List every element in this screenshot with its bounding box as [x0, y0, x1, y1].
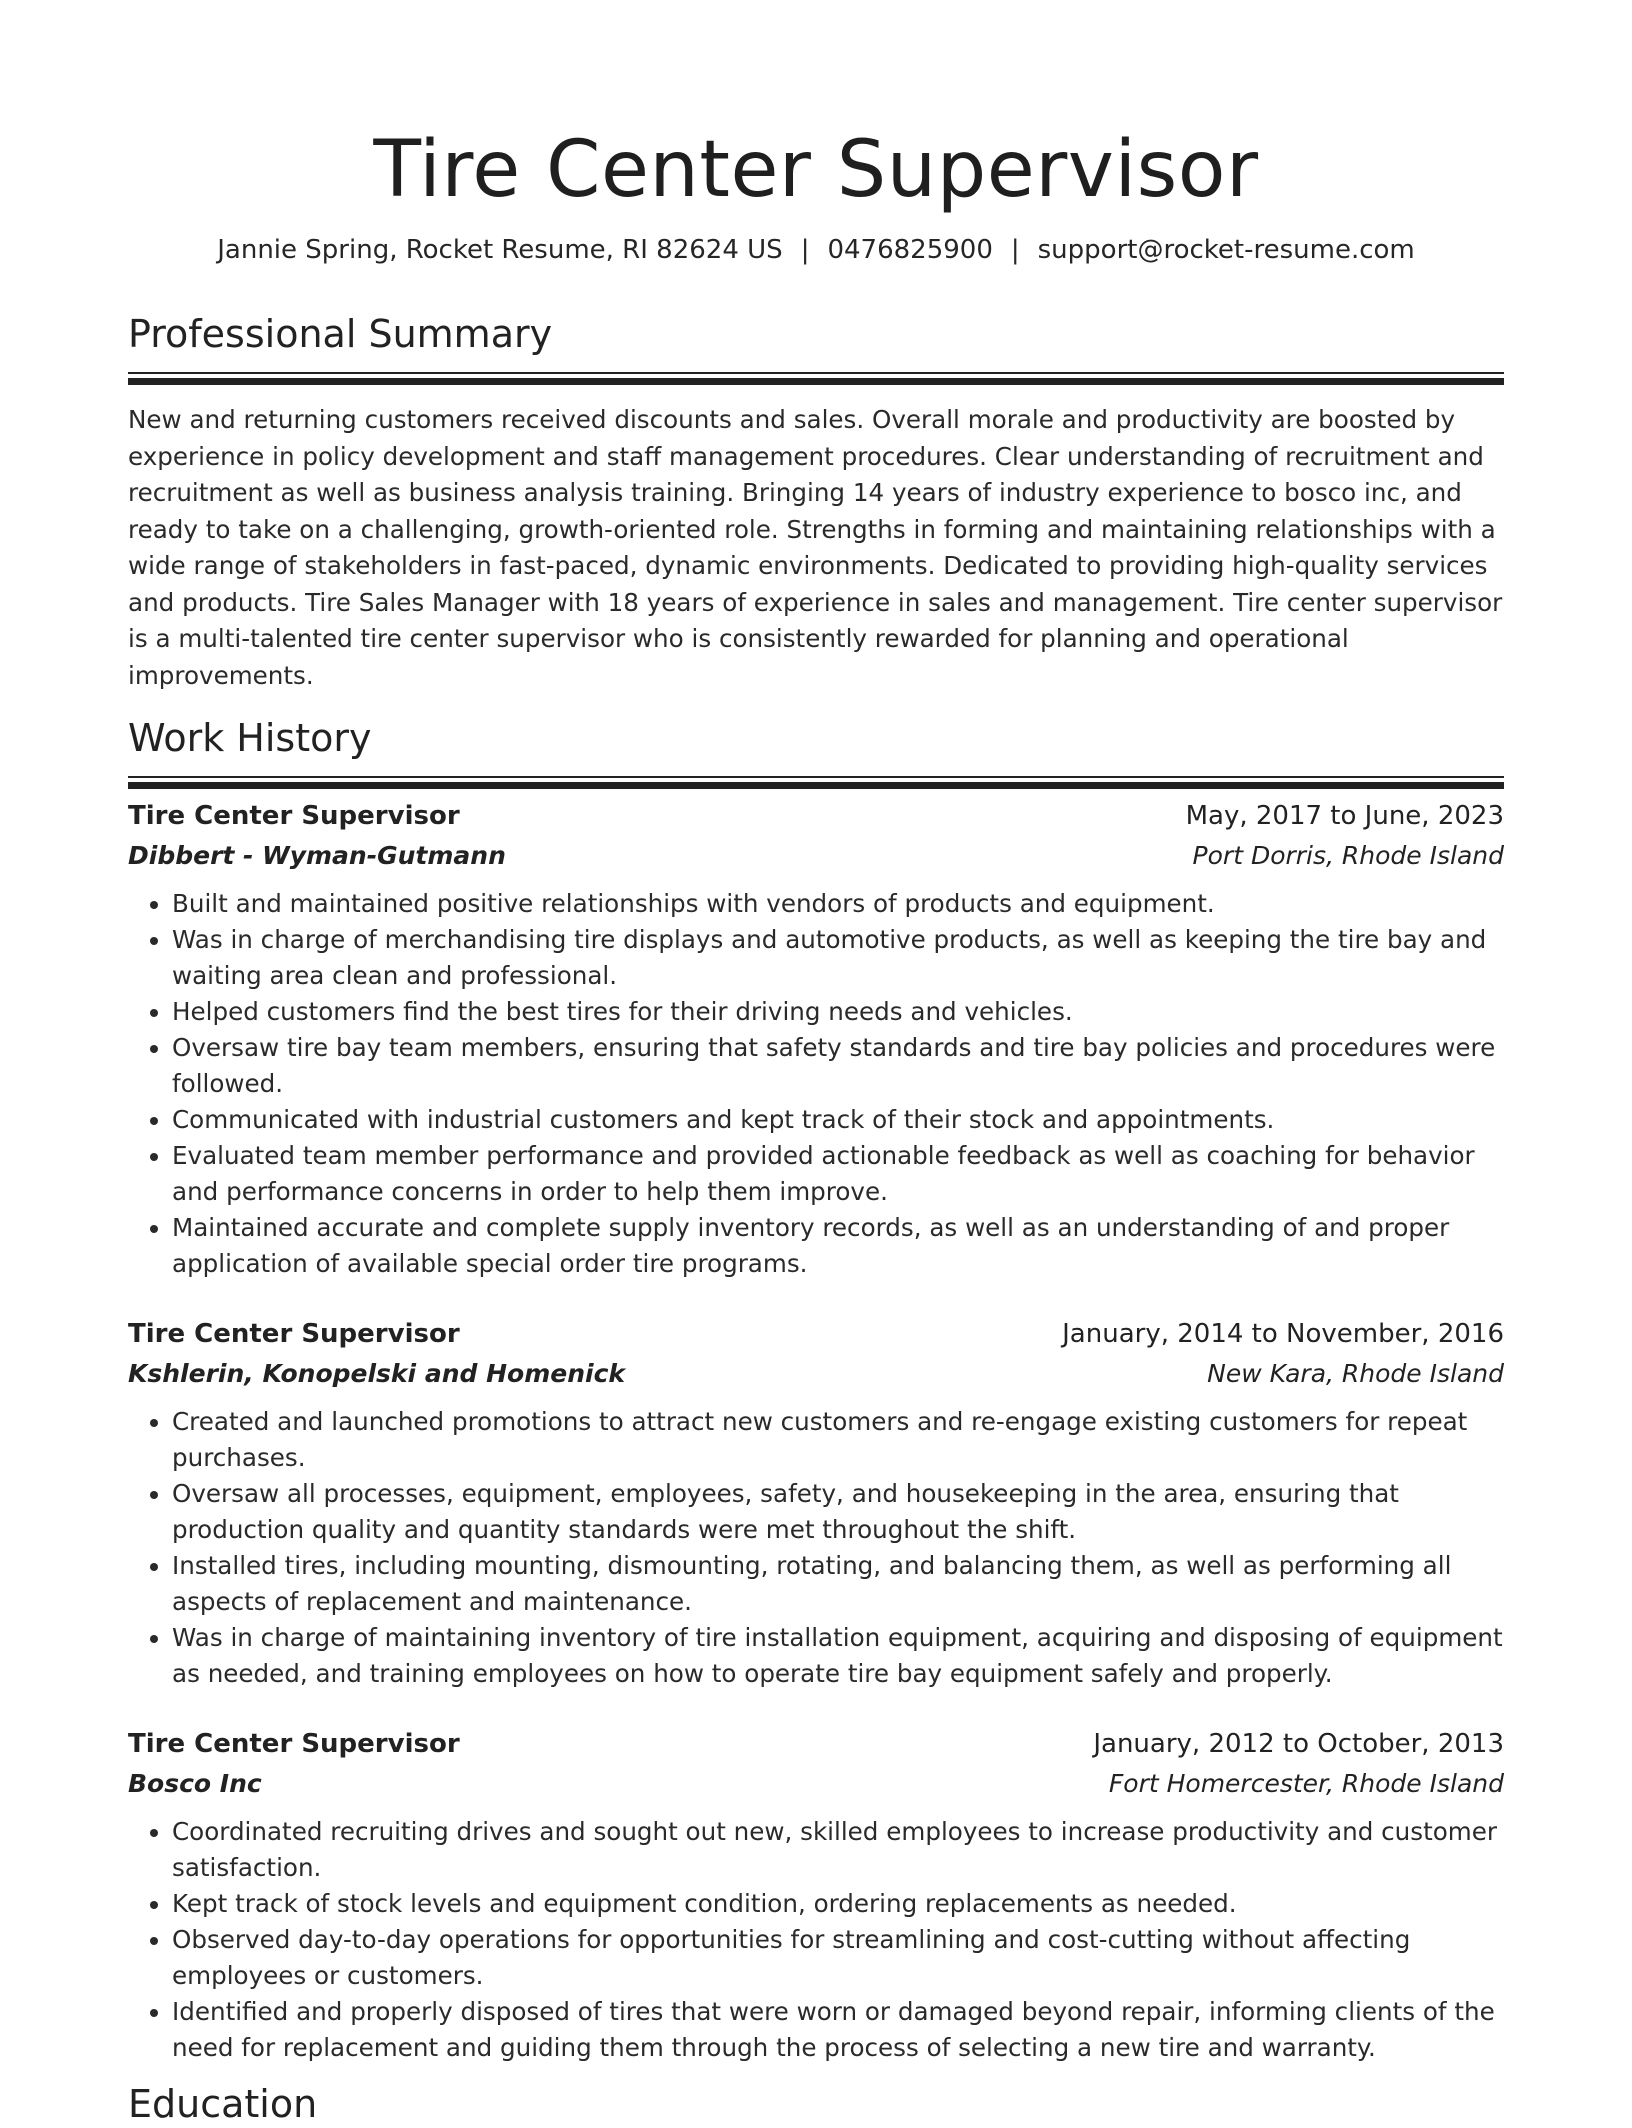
job-entry: [128, 1314, 1504, 1692]
section-divider: [128, 776, 1504, 778]
job-location: New Kara, Rhode Island: [1207, 1359, 1504, 1388]
job-bullet: • Was in charge of maintaining inventory of tire installation equipment, acquiring and disposing of equipment as needed, and training employees on how to operate tire bay equipment safely and properly.: [172, 1620, 1504, 1692]
contact-separator: |: [1010, 235, 1020, 265]
education-heading: Education: [128, 2082, 318, 2126]
contact-email: support@rocket-resume.com: [1037, 235, 1415, 265]
contact-line: [128, 232, 1504, 268]
job-dates: January, 2014 to November, 2016: [1062, 1319, 1504, 1349]
job-bullet: • Observed day-to-day operations for opportunities for streamlining and cost-cutting without affecting employees or customers.: [172, 1922, 1504, 1994]
section-divider: [128, 372, 1504, 374]
contact-separator: |: [800, 235, 810, 265]
job-list: [128, 796, 1504, 2066]
job-bullet: • Kept track of stock levels and equipment condition, ordering replacements as needed.: [172, 1886, 1504, 1922]
job-employer: Kshlerin, Konopelski and Homenick: [128, 1359, 626, 1388]
job-title: Tire Center Supervisor: [128, 1319, 460, 1349]
job-dates: May, 2017 to June, 2023: [1185, 801, 1504, 831]
job-bullets: [128, 1404, 1504, 1692]
summary-text: New and returning customers received discounts and sales. Overall morale and productivity are boosted by experience in policy development and staff management procedures. Clear understanding of recruitment and recruitment as well as business analysis training. Bringing 14 years of industry experience to bosco inc, and ready to take on a challenging, growth-oriented role. Strengths in forming and maintaining relationships with a wide range of stakeholders in fast-paced, dynamic environments. Dedicated to providing high-quality services and products. Tire Sales Manager with 18 years of experience in sales and management. Tire center supervisor is a multi-talented tire center supervisor who is consistently rewarded for planning and operational improvements.: [128, 405, 1503, 690]
summary-section: [128, 310, 1504, 694]
job-title: Tire Center Supervisor: [128, 1729, 460, 1759]
job-bullets: [128, 886, 1504, 1282]
job-bullet: • Oversaw all processes, equipment, employees, safety, and housekeeping in the area, ensuring that production quality and quantity standards were met throughout the shift.: [172, 1476, 1504, 1548]
job-bullet: • Installed tires, including mounting, dismounting, rotating, and balancing them, as well as performing all aspects of replacement and maintenance.: [172, 1548, 1504, 1620]
job-location: Port Dorris, Rhode Island: [1192, 841, 1504, 870]
resume-page: [128, 0, 1504, 2128]
job-employer: Bosco Inc: [128, 1769, 262, 1798]
contact-address: Jannie Spring, Rocket Resume, RI 82624 US: [217, 235, 783, 265]
summary-heading: Professional Summary: [128, 312, 553, 356]
job-title: Tire Center Supervisor: [128, 801, 460, 831]
job-entry: [128, 796, 1504, 1282]
job-bullet: • Communicated with industrial customers and kept track of their stock and appointments.: [172, 1102, 1504, 1138]
contact-phone: 0476825900: [827, 235, 993, 265]
resume-title: Tire Center Supervisor: [373, 125, 1259, 215]
job-bullet: • Identified and properly disposed of tires that were worn or damaged beyond repair, informing clients of the need for replacement and guiding them through the process of selecting a new tire and warranty.: [172, 1994, 1504, 2066]
job-dates: January, 2012 to October, 2013: [1093, 1729, 1504, 1759]
job-bullet: • Created and launched promotions to attract new customers and re-engage existing customers for repeat purchases.: [172, 1404, 1504, 1476]
job-entry: [128, 1724, 1504, 2066]
job-bullet: • Coordinated recruiting drives and sought out new, skilled employees to increase productivity and customer satisfaction.: [172, 1814, 1504, 1886]
work-history-section: [128, 714, 1504, 2066]
job-bullet: • Helped customers find the best tires for their driving needs and vehicles.: [172, 994, 1504, 1030]
job-bullet: • Oversaw tire bay team members, ensuring that safety standards and tire bay policies and procedures were followed.: [172, 1030, 1504, 1102]
job-employer: Dibbert - Wyman-Gutmann: [128, 841, 506, 870]
job-location: Fort Homercester, Rhode Island: [1108, 1769, 1504, 1798]
education-section: [128, 2080, 1504, 2128]
job-bullet: • Was in charge of merchandising tire displays and automotive products, as well as keeping the tire bay and waiting area clean and professional.: [172, 922, 1504, 994]
job-bullet: • Evaluated team member performance and provided actionable feedback as well as coaching for behavior and performance concerns in order to help them improve.: [172, 1138, 1504, 1210]
job-bullets: [128, 1814, 1504, 2066]
job-bullet: • Maintained accurate and complete supply inventory records, as well as an understanding of and proper application of available special order tire programs.: [172, 1210, 1504, 1282]
work-history-heading: Work History: [128, 716, 372, 760]
job-bullet: • Built and maintained positive relationships with vendors of products and equipment.: [172, 886, 1504, 922]
